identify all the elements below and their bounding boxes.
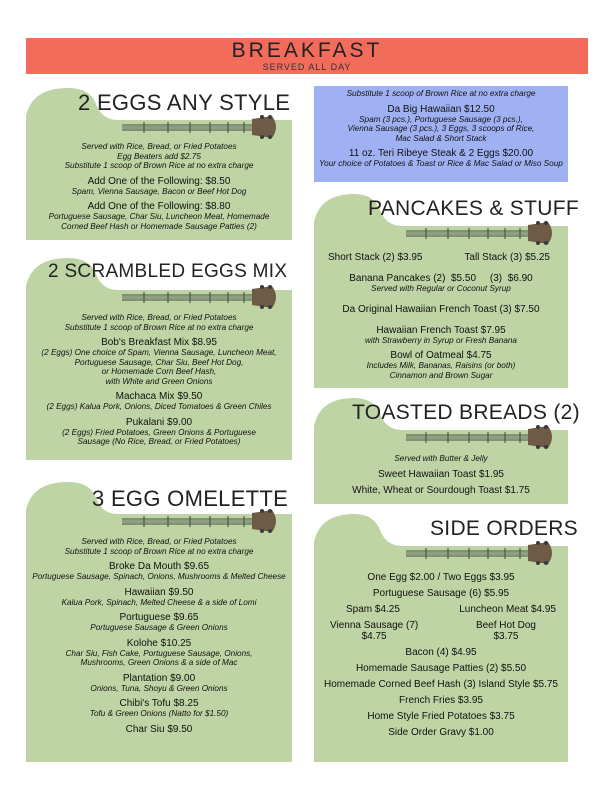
menu-item-name: Banana Pancakes (2) $5.50 (3) $6.90 — [349, 273, 533, 284]
breads-header — [314, 396, 580, 452]
menu-item-name: Da Original Hawaiian French Toast (3) $7.50 — [342, 303, 540, 315]
menu-item-name: Hawaiian French Toast $7.95 — [376, 324, 506, 336]
menu-item-desc: Mac Salad & Short Stack — [395, 133, 487, 143]
side-hotdog: Beef Hot Dog — [475, 620, 536, 631]
menu-item-desc: (2 Eggs) Kalua Pork, Onions, Diced Tomatoes & Green Chiles — [46, 402, 272, 411]
two-eggs-title: 2 EGGS ANY STYLE — [78, 90, 291, 115]
scrambled-note: Served with Rice, Bread, or Fried Potatoes — [81, 313, 237, 322]
specials-box — [314, 86, 568, 182]
menu-item-name: Bowl of Oatmeal $4.75 — [390, 350, 492, 361]
breakfast-banner — [26, 38, 588, 74]
menu-item-desc: Char Siu, Fish Cake, Portuguese Sausage, Onions, — [65, 648, 253, 658]
side-hash: Homemade Corned Beef Hash (3) Island Style $5.75 — [323, 679, 558, 690]
breads-note: Served with Butter & Jelly — [394, 454, 488, 463]
scrambled-header — [26, 256, 292, 312]
menu-item-name: Hawaiian $9.50 — [124, 586, 194, 598]
side-spam: Spam $4.25 — [346, 604, 400, 615]
sides-panel — [314, 568, 568, 762]
menu-item-desc: Corned Beef Hash or Homemade Sausage Patties (2) — [61, 221, 257, 231]
menu-item-desc: Cinnamon and Brown Sugar — [389, 370, 493, 380]
menu-item-desc: (2 Eggs) One choice of Spam, Vienna Sausage, Luncheon Meat, — [41, 348, 277, 357]
side-bacon: Bacon (4) $4.95 — [405, 647, 477, 658]
menu-item-desc: Portuguese Sausage, Char Siu, Luncheon Meat, Homemade — [48, 212, 270, 221]
two-eggs-note: Served with Rice, Bread, or Fried Potatoes — [81, 142, 237, 151]
short-stack: Short Stack (2) $3.95 — [328, 252, 423, 263]
sides-title: SIDE ORDERS — [430, 517, 578, 540]
page-subtitle: SERVED ALL DAY — [262, 62, 352, 72]
side-fries: French Fries $3.95 — [399, 695, 483, 706]
menu-item-name: Machaca Mix $9.50 — [115, 391, 203, 402]
menu-item-name: Da Big Hawaiian $12.50 — [387, 103, 495, 115]
menu-item-name: Bob's Breakfast Mix $8.95 — [101, 337, 217, 348]
menu-item-name: Add One of the Following: $8.50 — [87, 175, 231, 187]
side-vienna: Vienna Sausage (7) — [330, 620, 419, 631]
menu-item-desc: Your choice of Potatoes & Toast or Rice & Mac Salad or Miso Soup — [319, 159, 563, 168]
menu-item-name: Sweet Hawaiian Toast $1.95 — [377, 468, 504, 480]
menu-item-desc: Spam, Vienna Sausage, Bacon or Beef Hot Dog — [71, 186, 247, 196]
omelette-note: Substitute 1 scoop of Brown Rice at no extra charge — [64, 546, 254, 556]
menu-item-name: Kolohe $10.25 — [126, 637, 192, 649]
breads-panel — [314, 452, 568, 504]
menu-item-name: 11 oz. Teri Ribeye Steak & 2 Eggs $20.00 — [348, 148, 534, 159]
menu-item-name: Char Siu $9.50 — [125, 723, 193, 735]
menu-item-desc: Portuguese Sausage, Spinach, Onions, Mushrooms & Melted Cheese — [32, 572, 286, 581]
omelette-header — [26, 480, 292, 536]
menu-item-desc: or Homemade Corn Beef Hash, — [101, 367, 217, 376]
menu-item-desc: Sausage (No Rice, Bread, or Fried Potatoes) — [77, 437, 241, 446]
side-potatoes: Home Style Fried Potatoes $3.75 — [367, 711, 515, 722]
menu-item-desc: Portuguese Sausage & Green Onions — [90, 623, 228, 632]
side-portuguese: Portuguese Sausage (6) $5.95 — [372, 588, 510, 599]
menu-item-desc: Vienna Sausage (3 pcs.), 3 Eggs, 3 scoops of Rice, — [347, 124, 535, 133]
side-hotdog-price: $3.75 — [493, 631, 519, 642]
two-eggs-panel — [26, 142, 292, 240]
menu-item-desc: Spam (3 pcs.), Portuguese Sausage (3 pcs.), — [359, 114, 523, 124]
omelette-panel — [26, 536, 292, 762]
side-one-egg: One Egg $2.00 / Two Eggs $3.95 — [367, 572, 515, 583]
menu-item-desc: Mushrooms, Green Onions & a side of Mac — [80, 658, 238, 667]
pancakes-panel — [314, 248, 568, 388]
menu-item-desc: (2 Eggs) Fried Potatoes, Green Onions & Portuguese — [62, 427, 256, 437]
scrambled-panel — [26, 312, 292, 460]
sides-header — [314, 512, 578, 568]
menu-item-desc: Onions, Tuna, Shoyu & Green Onions — [90, 683, 228, 693]
menu-item-name: Broke Da Mouth $9.65 — [108, 561, 210, 572]
specials-note: Substitute 1 scoop of Brown Rice at no extra charge — [346, 89, 536, 98]
menu-item-name: Pukalani $9.00 — [125, 416, 193, 428]
menu-item-desc: Portuguese Sausage, Char Siu, Beef Hot Dog, — [74, 357, 244, 367]
menu-item-name: Plantation $9.00 — [122, 672, 196, 684]
menu-item-name: Chibi's Tofu $8.25 — [119, 698, 199, 709]
two-eggs-header — [26, 86, 292, 142]
menu-item-desc: Served with Regular or Coconut Syrup — [371, 284, 511, 293]
two-eggs-note: Egg Beaters add $2.75 — [117, 151, 201, 161]
tall-stack: Tall Stack (3) $5.25 — [464, 252, 550, 263]
pancakes-header — [314, 192, 579, 248]
menu-item-desc: Kalua Pork, Spinach, Melted Cheese & a side of Lomi — [61, 597, 257, 607]
menu-item-desc: with White and Green Onions — [105, 376, 213, 386]
menu-item-desc: with Strawberry in Syrup or Fresh Banana — [365, 335, 517, 345]
side-luncheon: Luncheon Meat $4.95 — [459, 604, 556, 615]
menu-item-name: White, Wheat or Sourdough Toast $1.75 — [352, 484, 530, 496]
menu-item-name: Add One of the Following: $8.80 — [87, 201, 231, 212]
scrambled-note: Substitute 1 scoop of Brown Rice at no extra charge — [64, 322, 254, 332]
pancakes-title: PANCAKES & STUFF — [368, 197, 579, 220]
scrambled-title: 2 SCRAMBLED EGGS MIX — [48, 261, 288, 282]
side-patties: Homemade Sausage Patties (2) $5.50 — [355, 663, 527, 674]
menu-item-desc: Tofu & Green Onions (Natto for $1.50) — [89, 709, 229, 718]
menu-item-name: Portuguese $9.65 — [119, 612, 199, 623]
page-title: BREAKFAST — [231, 39, 383, 62]
breads-title: TOASTED BREADS (2) — [352, 401, 580, 424]
two-eggs-note: Substitute 1 scoop of Brown Rice at no extra charge — [64, 161, 254, 170]
omelette-title: 3 EGG OMELETTE — [92, 486, 289, 511]
side-vienna-price: $4.75 — [361, 631, 387, 642]
omelette-note: Served with Rice, Bread, or Fried Potatoes — [81, 537, 237, 546]
side-gravy: Side Order Gravy $1.00 — [388, 727, 494, 738]
menu-item-desc: Includes Milk, Bananas, Raisins (or both) — [366, 361, 516, 370]
